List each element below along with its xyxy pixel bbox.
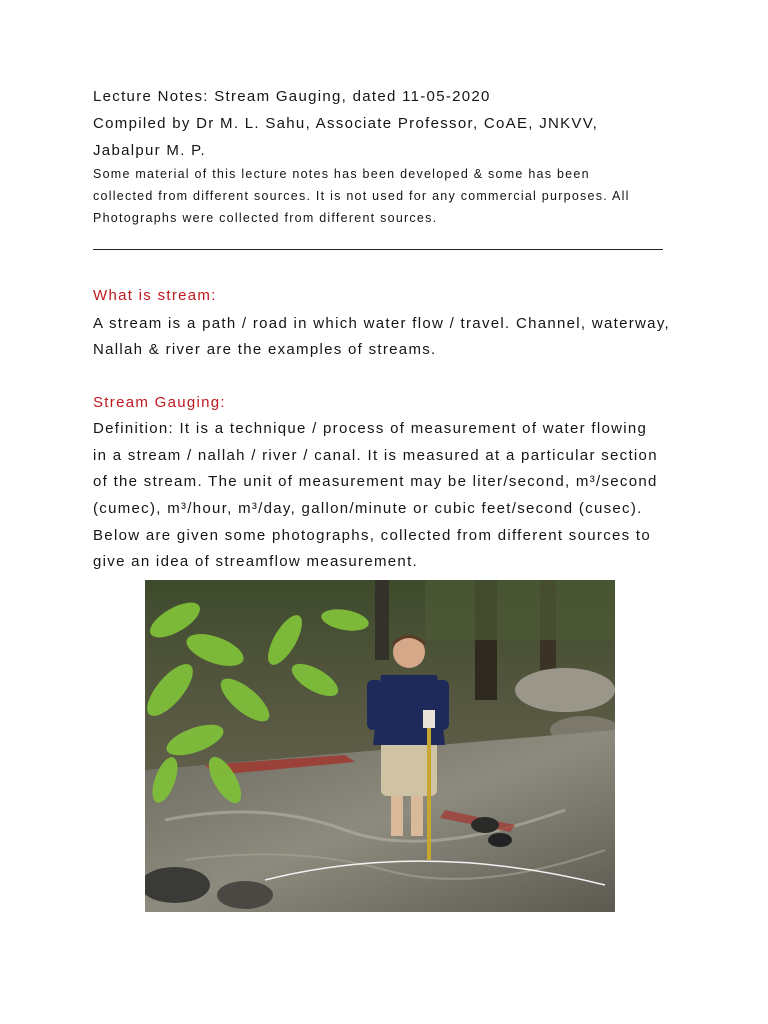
gauging-heading: Stream Gauging: bbox=[93, 394, 226, 411]
header-author-line: Compiled by Dr M. L. Sahu, Associate Professor, CoAE, JNKVV, bbox=[93, 115, 599, 132]
disclaimer-line-2: collected from different sources. It is not used for any commercial purposes. All bbox=[93, 189, 630, 203]
gauging-text-line-6: give an idea of streamflow measurement. bbox=[93, 553, 418, 570]
disclaimer-line-3: Photographs were collected from different sources. bbox=[93, 211, 438, 225]
gauging-text-line-4: (cumec), m³/hour, m³/day, gallon/minute or cubic feet/second (cusec). bbox=[93, 500, 643, 517]
header-location-line: Jabalpur M. P. bbox=[93, 142, 206, 159]
stream-text-line-1: A stream is a path / road in which water flow / travel. Channel, waterway, bbox=[93, 315, 670, 332]
gauging-text-line-2: in a stream / nallah / river / canal. It is measured at a particular section bbox=[93, 447, 658, 464]
stream-text-line-2: Nallah & river are the examples of streams. bbox=[93, 341, 437, 358]
separator-rule bbox=[93, 249, 663, 250]
gauging-text-line-1: Definition: It is a technique / process of measurement of water flowing bbox=[93, 420, 648, 437]
stream-gauging-photo bbox=[145, 580, 615, 912]
header-title-line: Lecture Notes: Stream Gauging, dated 11-05-2020 bbox=[93, 88, 491, 105]
gauging-text-line-5: Below are given some photographs, collected from different sources to bbox=[93, 527, 652, 544]
gauging-text-line-3: of the stream. The unit of measurement may be liter/second, m³/second bbox=[93, 473, 658, 490]
stream-heading: What is stream: bbox=[93, 287, 217, 304]
disclaimer-line-1: Some material of this lecture notes has been developed & some has been bbox=[93, 167, 590, 181]
